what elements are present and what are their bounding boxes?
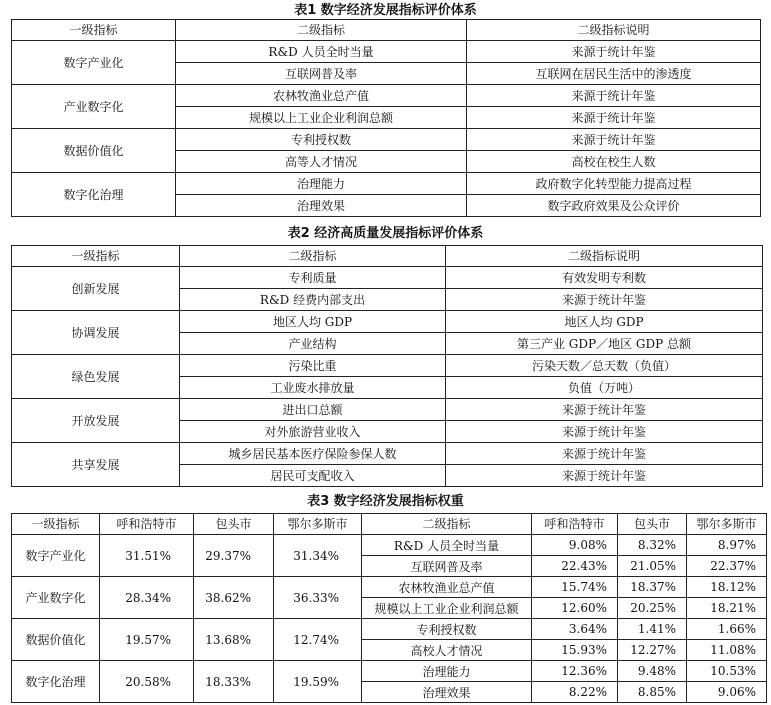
secondary-weight-ordos: 1.66% bbox=[687, 619, 767, 640]
table2 bbox=[11, 245, 763, 487]
secondary-weight-hohhot: 9.08% bbox=[532, 535, 618, 556]
primary-weight-ordos: 36.33% bbox=[274, 577, 362, 619]
secondary-indicator: 治理能力 bbox=[362, 661, 532, 682]
indicator-description: 来源于统计年鉴 bbox=[467, 85, 761, 107]
table3-header-row bbox=[12, 514, 767, 535]
secondary-indicator: 规模以上工业企业利润总额 bbox=[362, 598, 532, 619]
secondary-indicator: R&D 经费内部支出 bbox=[180, 289, 446, 311]
primary-indicator: 数字化治理 bbox=[12, 173, 176, 217]
table-row bbox=[12, 443, 763, 465]
table-row bbox=[12, 41, 761, 63]
table-row bbox=[12, 129, 761, 151]
table3 bbox=[11, 513, 767, 703]
primary-weight-hohhot: 20.58% bbox=[100, 661, 194, 703]
secondary-weight-baotou: 1.41% bbox=[618, 619, 687, 640]
primary-indicator: 数据价值化 bbox=[12, 619, 100, 661]
table-row bbox=[12, 311, 763, 333]
primary-weight-baotou: 18.33% bbox=[194, 661, 274, 703]
secondary-weight-baotou: 18.37% bbox=[618, 577, 687, 598]
secondary-weight-hohhot: 12.60% bbox=[532, 598, 618, 619]
secondary-indicator: 治理能力 bbox=[176, 173, 467, 195]
indicator-description: 来源于统计年鉴 bbox=[446, 399, 763, 421]
secondary-weight-hohhot: 15.74% bbox=[532, 577, 618, 598]
table3-title: 表3 数字经济发展指标权重 bbox=[307, 494, 464, 509]
secondary-indicator: 农林牧渔业总产值 bbox=[176, 85, 467, 107]
indicator-description: 污染天数／总天数（负值） bbox=[446, 355, 763, 377]
table3-header-baotou-2: 包头市 bbox=[618, 514, 687, 535]
secondary-weight-hohhot: 22.43% bbox=[532, 556, 618, 577]
secondary-indicator: R&D 人员全时当量 bbox=[176, 41, 467, 63]
primary-weight-ordos: 19.59% bbox=[274, 661, 362, 703]
indicator-description: 来源于统计年鉴 bbox=[446, 289, 763, 311]
table1 bbox=[11, 19, 761, 217]
secondary-weight-ordos: 11.08% bbox=[687, 640, 767, 661]
primary-indicator: 数据价值化 bbox=[12, 129, 176, 173]
table1-title: 表1 数字经济发展指标评价体系 bbox=[294, 3, 477, 18]
table2-header-description: 二级指标说明 bbox=[446, 246, 763, 267]
table-row bbox=[12, 399, 763, 421]
secondary-indicator: 污染比重 bbox=[180, 355, 446, 377]
secondary-weight-baotou: 9.48% bbox=[618, 661, 687, 682]
table3-header-hohhot-2: 呼和浩特市 bbox=[532, 514, 618, 535]
primary-weight-baotou: 38.62% bbox=[194, 577, 274, 619]
secondary-weight-ordos: 10.53% bbox=[687, 661, 767, 682]
secondary-weight-hohhot: 12.36% bbox=[532, 661, 618, 682]
primary-weight-hohhot: 28.34% bbox=[100, 577, 194, 619]
secondary-indicator: 高等人才情况 bbox=[176, 151, 467, 173]
table-row bbox=[12, 577, 767, 598]
secondary-indicator: 农林牧渔业总产值 bbox=[362, 577, 532, 598]
secondary-weight-ordos: 9.06% bbox=[687, 682, 767, 703]
secondary-weight-baotou: 12.27% bbox=[618, 640, 687, 661]
primary-weight-hohhot: 31.51% bbox=[100, 535, 194, 577]
indicator-description: 有效发明专利数 bbox=[446, 267, 763, 289]
secondary-indicator: 城乡居民基本医疗保险参保人数 bbox=[180, 443, 446, 465]
table-row bbox=[12, 661, 767, 682]
secondary-weight-baotou: 8.32% bbox=[618, 535, 687, 556]
indicator-description: 高校在校生人数 bbox=[467, 151, 761, 173]
secondary-weight-ordos: 8.97% bbox=[687, 535, 767, 556]
primary-indicator: 数字产业化 bbox=[12, 535, 100, 577]
secondary-weight-ordos: 18.21% bbox=[687, 598, 767, 619]
table2-header-primary: 一级指标 bbox=[12, 246, 180, 267]
table1-header-primary: 一级指标 bbox=[12, 20, 176, 41]
primary-indicator: 创新发展 bbox=[12, 267, 180, 311]
table1-header-description: 二级指标说明 bbox=[467, 20, 761, 41]
secondary-weight-hohhot: 8.22% bbox=[532, 682, 618, 703]
table-row bbox=[12, 619, 767, 640]
secondary-weight-hohhot: 15.93% bbox=[532, 640, 618, 661]
primary-indicator: 产业数字化 bbox=[12, 85, 176, 129]
secondary-indicator: 治理效果 bbox=[176, 195, 467, 217]
secondary-indicator: 产业结构 bbox=[180, 333, 446, 355]
table3-header-hohhot: 呼和浩特市 bbox=[100, 514, 194, 535]
table3-header-baotou: 包头市 bbox=[194, 514, 274, 535]
primary-weight-baotou: 13.68% bbox=[194, 619, 274, 661]
table1-header-secondary: 二级指标 bbox=[176, 20, 467, 41]
secondary-indicator: 工业废水排放量 bbox=[180, 377, 446, 399]
secondary-weight-hohhot: 3.64% bbox=[532, 619, 618, 640]
secondary-indicator: 专利质量 bbox=[180, 267, 446, 289]
indicator-description: 来源于统计年鉴 bbox=[467, 129, 761, 151]
indicator-description: 数字政府效果及公众评价 bbox=[467, 195, 761, 217]
indicator-description: 来源于统计年鉴 bbox=[467, 41, 761, 63]
primary-weight-hohhot: 19.57% bbox=[100, 619, 194, 661]
table3-header-ordos: 鄂尔多斯市 bbox=[274, 514, 362, 535]
indicator-description: 来源于统计年鉴 bbox=[446, 443, 763, 465]
secondary-indicator: 居民可支配收入 bbox=[180, 465, 446, 487]
primary-indicator: 共享发展 bbox=[12, 443, 180, 487]
indicator-description: 来源于统计年鉴 bbox=[446, 421, 763, 443]
primary-indicator: 绿色发展 bbox=[12, 355, 180, 399]
table1-header-row bbox=[12, 20, 761, 41]
indicator-description: 政府数字化转型能力提高过程 bbox=[467, 173, 761, 195]
primary-indicator: 数字化治理 bbox=[12, 661, 100, 703]
secondary-indicator: 互联网普及率 bbox=[362, 556, 532, 577]
secondary-indicator: 地区人均 GDP bbox=[180, 311, 446, 333]
primary-weight-baotou: 29.37% bbox=[194, 535, 274, 577]
table3-header-primary: 一级指标 bbox=[12, 514, 100, 535]
table-row bbox=[12, 267, 763, 289]
secondary-indicator: R&D 人员全时当量 bbox=[362, 535, 532, 556]
indicator-description: 来源于统计年鉴 bbox=[467, 107, 761, 129]
secondary-weight-baotou: 21.05% bbox=[618, 556, 687, 577]
secondary-indicator: 对外旅游营业收入 bbox=[180, 421, 446, 443]
table2-title: 表2 经济高质量发展指标评价体系 bbox=[287, 226, 484, 241]
primary-indicator: 数字产业化 bbox=[12, 41, 176, 85]
indicator-description: 第三产业 GDP／地区 GDP 总额 bbox=[446, 333, 763, 355]
secondary-indicator: 高校人才情况 bbox=[362, 640, 532, 661]
secondary-indicator: 互联网普及率 bbox=[176, 63, 467, 85]
primary-indicator: 协调发展 bbox=[12, 311, 180, 355]
primary-indicator: 开放发展 bbox=[12, 399, 180, 443]
indicator-description: 地区人均 GDP bbox=[446, 311, 763, 333]
secondary-indicator: 进出口总额 bbox=[180, 399, 446, 421]
secondary-weight-baotou: 8.85% bbox=[618, 682, 687, 703]
secondary-weight-ordos: 22.37% bbox=[687, 556, 767, 577]
primary-weight-ordos: 31.34% bbox=[274, 535, 362, 577]
primary-weight-ordos: 12.74% bbox=[274, 619, 362, 661]
table2-header-row bbox=[12, 246, 763, 267]
indicator-description: 来源于统计年鉴 bbox=[446, 465, 763, 487]
secondary-indicator: 专利授权数 bbox=[176, 129, 467, 151]
table-row bbox=[12, 355, 763, 377]
secondary-weight-baotou: 20.25% bbox=[618, 598, 687, 619]
table2-header-secondary: 二级指标 bbox=[180, 246, 446, 267]
secondary-weight-ordos: 18.12% bbox=[687, 577, 767, 598]
table-row bbox=[12, 535, 767, 556]
secondary-indicator: 治理效果 bbox=[362, 682, 532, 703]
primary-indicator: 产业数字化 bbox=[12, 577, 100, 619]
indicator-description: 互联网在居民生活中的渗透度 bbox=[467, 63, 761, 85]
table-row bbox=[12, 85, 761, 107]
table3-header-ordos-2: 鄂尔多斯市 bbox=[687, 514, 767, 535]
table-row bbox=[12, 173, 761, 195]
table3-header-secondary: 二级指标 bbox=[362, 514, 532, 535]
secondary-indicator: 专利授权数 bbox=[362, 619, 532, 640]
secondary-indicator: 规模以上工业企业利润总额 bbox=[176, 107, 467, 129]
indicator-description: 负值（万吨） bbox=[446, 377, 763, 399]
